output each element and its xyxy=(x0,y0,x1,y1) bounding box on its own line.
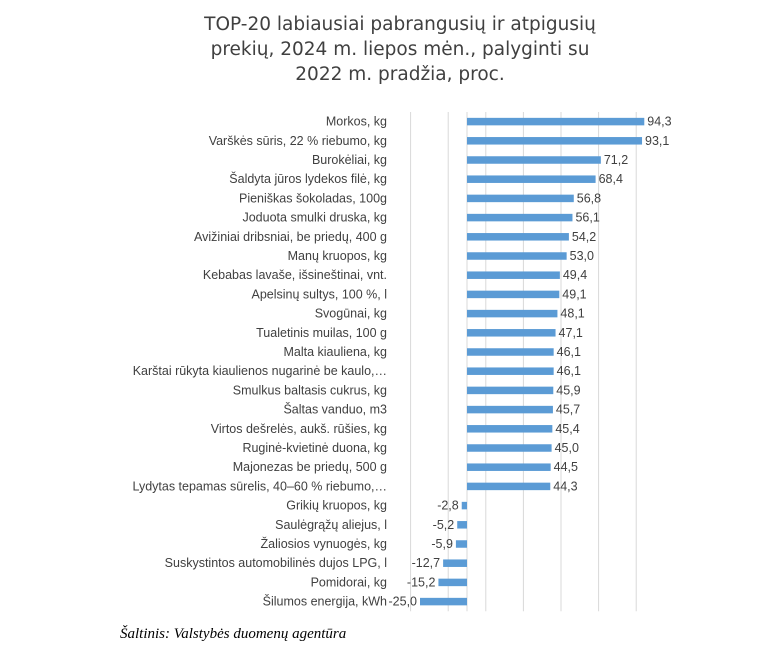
category-label: Manų kruopos, kg xyxy=(287,249,387,263)
bar xyxy=(467,483,550,491)
bar xyxy=(467,233,569,241)
category-label: Suskystintos automobilinės dujos LPG, l xyxy=(164,556,387,571)
category-label: Malta kiauliena, kg xyxy=(283,345,387,359)
bar xyxy=(467,329,556,337)
category-label: Virtos dešrelės, aukš. rūšies, kg xyxy=(210,421,387,436)
bar xyxy=(462,502,467,510)
bar xyxy=(467,214,572,222)
bar xyxy=(467,271,560,279)
bar xyxy=(467,348,554,356)
value-label: 68,4 xyxy=(598,172,623,187)
value-label: 49,4 xyxy=(562,268,588,283)
category-label: Grikių kruopos, kg xyxy=(286,498,387,513)
category-label: Majonezas be priedų, 500 g xyxy=(232,460,387,475)
category-label: Varškės sūris, 22 % riebumo, kg xyxy=(208,133,387,148)
bar xyxy=(467,137,642,145)
category-label: Pieniškas šokoladas, 100g xyxy=(238,191,387,206)
category-label: Avižiniai dribsniai, be priedų, 400 g xyxy=(194,229,387,244)
category-label: Burokėliai, kg xyxy=(311,153,387,167)
bars xyxy=(420,118,644,605)
category-label: Karštai rūkyta kiaulienos nugarinė be kaulo,… xyxy=(132,364,387,379)
bar xyxy=(457,521,467,529)
bar xyxy=(467,252,567,260)
value-labels xyxy=(389,115,672,609)
category-label: Šaldyta jūros lydekos filė, kg xyxy=(229,172,387,187)
category-label: Joduota smulki druska, kg xyxy=(242,210,387,225)
category-label: Tualetinis muilas, 100 g xyxy=(256,325,387,340)
value-label: 94,3 xyxy=(647,114,672,129)
value-label: -25,0 xyxy=(388,594,417,609)
bar xyxy=(467,310,557,318)
value-label: 44,3 xyxy=(553,479,578,494)
value-label: 54,2 xyxy=(571,229,597,244)
category-label: Smulkus baltasis cukrus, kg xyxy=(232,383,387,398)
bar xyxy=(467,387,553,395)
value-label: 93,1 xyxy=(645,133,670,148)
bar xyxy=(467,425,552,433)
bar xyxy=(438,579,467,587)
bar xyxy=(467,291,559,299)
value-label: 48,1 xyxy=(560,306,585,321)
category-label: Žaliosios vynuogės, kg xyxy=(260,537,387,551)
value-label: 53,0 xyxy=(569,249,594,263)
value-label: 56,1 xyxy=(575,210,600,225)
value-label: 56,8 xyxy=(576,191,602,206)
bar xyxy=(443,559,467,567)
bar xyxy=(467,156,601,164)
bar xyxy=(467,406,553,414)
category-label: Šilumos energija, kWh xyxy=(262,594,387,609)
bar xyxy=(420,598,467,606)
value-label: 45,0 xyxy=(554,441,579,455)
bar xyxy=(456,540,467,548)
bar xyxy=(467,195,574,203)
value-label: -15,2 xyxy=(406,575,436,590)
bar xyxy=(467,463,551,471)
category-label: Ruginė-kvietinė duona, kg xyxy=(242,441,387,455)
value-label: -5,2 xyxy=(432,517,455,532)
category-label: Kebabas lavaše, išsineštinai, vnt. xyxy=(202,268,387,283)
category-label: Apelsinų sultys, 100 %, l xyxy=(251,287,387,302)
value-label: 46,1 xyxy=(556,345,582,359)
category-label: Lydytas tepamas sūrelis, 40–60 % riebumo,… xyxy=(132,479,387,494)
category-label: Šaltas vanduo, m3 xyxy=(283,402,387,417)
value-label: 47,1 xyxy=(558,325,583,340)
value-label: 46,1 xyxy=(556,364,582,379)
category-label: Saulėgrąžų aliejus, l xyxy=(275,517,387,532)
chart-title: TOP-20 labiausiai pabrangusių ir atpigusių prekių, 2024 m. liepos mėn., palyginti su 2022 m. pradžia, proc. xyxy=(204,14,596,85)
value-label: -2,8 xyxy=(437,498,459,513)
category-label: Svogūnai, kg xyxy=(314,306,387,321)
bar xyxy=(467,118,644,126)
value-label: -12,7 xyxy=(411,556,441,571)
value-label: 71,2 xyxy=(603,153,629,167)
bar xyxy=(467,367,554,375)
value-label: 44,5 xyxy=(553,460,579,475)
category-label: Pomidorai, kg xyxy=(310,575,387,590)
value-label: 49,1 xyxy=(562,287,587,302)
category-label: Morkos, kg xyxy=(325,114,387,129)
bar xyxy=(467,175,596,183)
category-labels xyxy=(132,115,387,609)
value-label: 45,7 xyxy=(555,402,581,417)
source-note: Šaltinis: Valstybės duomenų agentūra xyxy=(120,626,347,642)
value-label: 45,9 xyxy=(556,383,581,398)
bar xyxy=(467,444,552,452)
value-label: 45,4 xyxy=(555,421,580,436)
value-label: -5,9 xyxy=(431,537,453,551)
